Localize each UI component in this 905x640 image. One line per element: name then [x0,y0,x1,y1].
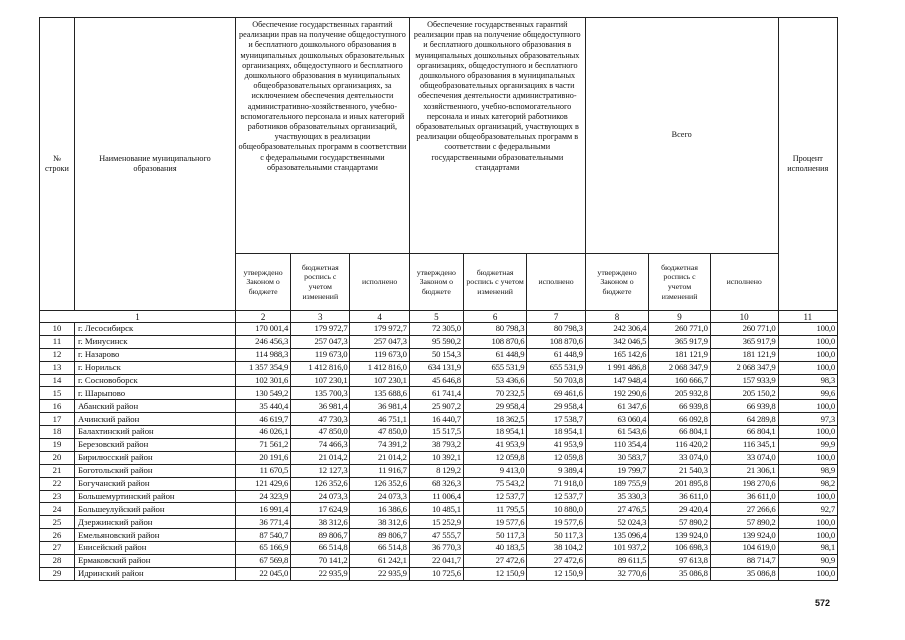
value-cell: 46 619,7 [236,413,291,426]
value-cell: 89 806,7 [350,529,409,542]
table-row [40,348,838,361]
row-number-cell: 17 [40,413,75,426]
row-number-cell: 18 [40,426,75,439]
value-cell: 257 047,3 [350,335,409,348]
value-cell: 41 953,9 [527,439,585,452]
value-cell: 89 806,7 [291,529,350,542]
table-row [40,323,838,336]
value-cell: 89 611,5 [585,555,649,568]
value-cell: 74 466,3 [291,439,350,452]
value-cell: 72 305,0 [409,323,463,336]
value-cell: 18 362,5 [463,413,527,426]
value-cell: 1 357 354,9 [236,361,291,374]
value-cell: 38 793,2 [409,439,463,452]
value-cell: 66 514,8 [350,542,409,555]
value-cell: 100,0 [778,529,837,542]
column-number: 7 [527,311,585,323]
value-cell: 107 230,1 [350,374,409,387]
value-cell: 342 046,5 [585,335,649,348]
header-percent-execution: Процент исполнения [778,18,837,311]
header-executed: исполнено [710,254,778,311]
municipality-name-cell: Енисейский район [74,542,235,555]
value-cell: 68 326,3 [409,477,463,490]
value-cell: 110 354,4 [585,439,649,452]
value-cell: 88 714,7 [710,555,778,568]
value-cell: 121 429,6 [236,477,291,490]
value-cell: 50 154,3 [409,348,463,361]
value-cell: 36 611,0 [649,490,710,503]
value-cell: 246 456,3 [236,335,291,348]
value-cell: 22 045,0 [236,567,291,580]
value-cell: 21 540,3 [649,464,710,477]
table-row [40,555,838,568]
value-cell: 1 412 816,0 [350,361,409,374]
value-cell: 15 517,5 [409,426,463,439]
value-cell: 101 937,2 [585,542,649,555]
value-cell: 100,0 [778,335,837,348]
value-cell: 47 730,3 [291,413,350,426]
value-cell: 32 770,6 [585,567,649,580]
value-cell: 27 472,6 [527,555,585,568]
value-cell: 100,0 [778,426,837,439]
value-cell: 634 131,9 [409,361,463,374]
value-cell: 157 933,9 [710,374,778,387]
row-number-cell: 23 [40,490,75,503]
value-cell: 119 673,0 [291,348,350,361]
value-cell: 11 916,7 [350,464,409,477]
value-cell: 242 306,4 [585,323,649,336]
municipality-name-cell: г. Сосновоборск [74,374,235,387]
municipality-name-cell: Бирилюсский район [74,451,235,464]
value-cell: 46 751,1 [350,413,409,426]
value-cell: 74 391,2 [350,439,409,452]
header-executed: исполнено [350,254,409,311]
value-cell: 20 191,6 [236,451,291,464]
header-group-main-guarantees: Обеспечение государственных гарантий реализации прав на получение общедоступного и бесплатного дошкольного образования в муниципальных дошкольных образовательных организациях, общедоступного и бесплатного дошкольного образования в муниципальных общеобразовательных организациях, за исключением обеспечения деятельности административно-хозяйственного, учебно-вспомогательного персонала и иных категорий работников образовательных организаций, участвующих в реализации общеобразовательных программ в соответствии с федеральными государственными образовательными стандартами [236,18,410,254]
header-executed: исполнено [527,254,585,311]
column-number: 1 [40,311,236,323]
value-cell: 36 771,4 [236,516,291,529]
value-cell: 87 540,7 [236,529,291,542]
header-budget-roster: бюджетная роспись с учетом изменений [649,254,710,311]
row-number-cell: 16 [40,400,75,413]
value-cell: 38 104,2 [527,542,585,555]
municipality-name-cell: Дзержинский район [74,516,235,529]
value-cell: 70 141,2 [291,555,350,568]
municipality-name-cell: Балахтинский район [74,426,235,439]
municipality-name-cell: г. Назарово [74,348,235,361]
header-budget-roster: бюджетная роспись с учетом изменений [463,254,527,311]
value-cell: 35 440,4 [236,400,291,413]
value-cell: 16 386,6 [350,503,409,516]
table-row [40,464,838,477]
value-cell: 104 619,0 [710,542,778,555]
value-cell: 139 924,0 [710,529,778,542]
column-number: 4 [350,311,409,323]
value-cell: 66 092,8 [649,413,710,426]
municipality-name-cell: Боготольский район [74,464,235,477]
value-cell: 98,2 [778,477,837,490]
value-cell: 17 538,7 [527,413,585,426]
header-approved: утверждено Законом о бюджете [585,254,649,311]
value-cell: 116 420,2 [649,439,710,452]
value-cell: 135 700,3 [291,387,350,400]
value-cell: 365 917,9 [649,335,710,348]
column-number: 5 [409,311,463,323]
value-cell: 47 555,7 [409,529,463,542]
value-cell: 16 440,7 [409,413,463,426]
table-row [40,477,838,490]
value-cell: 100,0 [778,567,837,580]
value-cell: 12 150,9 [463,567,527,580]
value-cell: 24 073,3 [350,490,409,503]
table-row [40,413,838,426]
value-cell: 66 804,1 [649,426,710,439]
value-cell: 9 413,0 [463,464,527,477]
municipality-name-cell: г. Лесосибирск [74,323,235,336]
row-number-cell: 20 [40,451,75,464]
value-cell: 69 461,6 [527,387,585,400]
value-cell: 99,6 [778,387,837,400]
value-cell: 36 981,4 [291,400,350,413]
value-cell: 9 389,4 [527,464,585,477]
value-cell: 119 673,0 [350,348,409,361]
value-cell: 24 073,3 [291,490,350,503]
column-number: 2 [236,311,291,323]
row-number-cell: 26 [40,529,75,542]
value-cell: 35 086,8 [649,567,710,580]
header-budget-roster: бюджетная роспись с учетом изменений [291,254,350,311]
value-cell: 66 939,8 [649,400,710,413]
value-cell: 107 230,1 [291,374,350,387]
budget-table-sheet [39,17,838,581]
row-number-cell: 11 [40,335,75,348]
value-cell: 24 323,9 [236,490,291,503]
value-cell: 29 420,4 [649,503,710,516]
value-cell: 35 330,3 [585,490,649,503]
municipality-name-cell: Абанский район [74,400,235,413]
municipality-name-cell: Ермаковский район [74,555,235,568]
value-cell: 80 798,3 [527,323,585,336]
table-row [40,542,838,555]
value-cell: 12 150,9 [527,567,585,580]
row-number-cell: 19 [40,439,75,452]
value-cell: 100,0 [778,361,837,374]
value-cell: 98,9 [778,464,837,477]
municipality-name-cell: г. Минусинск [74,335,235,348]
value-cell: 36 981,4 [350,400,409,413]
value-cell: 61 242,1 [350,555,409,568]
value-cell: 12 537,7 [463,490,527,503]
value-cell: 27 476,5 [585,503,649,516]
value-cell: 21 014,2 [350,451,409,464]
value-cell: 18 954,1 [463,426,527,439]
value-cell: 17 624,9 [291,503,350,516]
value-cell: 99,9 [778,439,837,452]
value-cell: 260 771,0 [710,323,778,336]
municipality-name-cell: Идринский район [74,567,235,580]
row-number-cell: 28 [40,555,75,568]
value-cell: 47 850,0 [291,426,350,439]
value-cell: 70 232,5 [463,387,527,400]
value-cell: 38 312,6 [291,516,350,529]
value-cell: 181 121,9 [710,348,778,361]
value-cell: 92,7 [778,503,837,516]
row-number-cell: 13 [40,361,75,374]
municipality-name-cell: Богучанский район [74,477,235,490]
row-number-cell: 24 [40,503,75,516]
value-cell: 189 755,9 [585,477,649,490]
value-cell: 22 041,7 [409,555,463,568]
value-cell: 106 698,3 [649,542,710,555]
value-cell: 36 770,3 [409,542,463,555]
value-cell: 53 436,6 [463,374,527,387]
header-group-total: Всего [585,18,778,254]
municipality-name-cell: г. Норильск [74,361,235,374]
value-cell: 108 870,6 [527,335,585,348]
value-cell: 10 725,6 [409,567,463,580]
value-cell: 38 312,6 [350,516,409,529]
value-cell: 12 127,3 [291,464,350,477]
value-cell: 19 577,6 [527,516,585,529]
value-cell: 160 666,7 [649,374,710,387]
value-cell: 10 392,1 [409,451,463,464]
table-row [40,503,838,516]
value-cell: 61 448,9 [463,348,527,361]
table-row [40,387,838,400]
table-row [40,374,838,387]
value-cell: 98,1 [778,542,837,555]
table-row [40,567,838,580]
value-cell: 12 537,7 [527,490,585,503]
value-cell: 71 918,0 [527,477,585,490]
value-cell: 47 850,0 [350,426,409,439]
header-approved: утверждено Законом о бюджете [409,254,463,311]
value-cell: 27 266,6 [710,503,778,516]
value-cell: 90,9 [778,555,837,568]
value-cell: 201 895,8 [649,477,710,490]
value-cell: 95 590,2 [409,335,463,348]
value-cell: 16 991,4 [236,503,291,516]
column-number: 8 [585,311,649,323]
value-cell: 11 795,5 [463,503,527,516]
value-cell: 10 485,1 [409,503,463,516]
value-cell: 61 741,4 [409,387,463,400]
value-cell: 61 347,6 [585,400,649,413]
row-number-cell: 27 [40,542,75,555]
value-cell: 61 448,9 [527,348,585,361]
value-cell: 29 958,4 [463,400,527,413]
table-row [40,426,838,439]
table-row [40,490,838,503]
value-cell: 12 059,8 [527,451,585,464]
value-cell: 66 804,1 [710,426,778,439]
table-row [40,400,838,413]
value-cell: 2 068 347,9 [649,361,710,374]
value-cell: 27 472,6 [463,555,527,568]
value-cell: 97,3 [778,413,837,426]
value-cell: 29 958,4 [527,400,585,413]
table-body [40,323,838,581]
value-cell: 192 290,6 [585,387,649,400]
value-cell: 19 577,6 [463,516,527,529]
value-cell: 65 166,9 [236,542,291,555]
value-cell: 365 917,9 [710,335,778,348]
value-cell: 1 412 816,0 [291,361,350,374]
value-cell: 126 352,6 [291,477,350,490]
value-cell: 2 068 347,9 [710,361,778,374]
table-row [40,335,838,348]
value-cell: 102 301,6 [236,374,291,387]
table-row [40,439,838,452]
value-cell: 30 583,7 [585,451,649,464]
value-cell: 64 289,8 [710,413,778,426]
value-cell: 1 991 486,8 [585,361,649,374]
value-cell: 67 569,8 [236,555,291,568]
table-row [40,516,838,529]
table-row [40,361,838,374]
value-cell: 11 670,5 [236,464,291,477]
value-cell: 260 771,0 [649,323,710,336]
value-cell: 50 117,3 [463,529,527,542]
value-cell: 655 531,9 [463,361,527,374]
value-cell: 257 047,3 [291,335,350,348]
value-cell: 135 688,6 [350,387,409,400]
budget-execution-table [39,17,838,581]
value-cell: 205 150,2 [710,387,778,400]
row-number-cell: 29 [40,567,75,580]
value-cell: 61 543,6 [585,426,649,439]
row-number-cell: 22 [40,477,75,490]
column-number: 10 [710,311,778,323]
value-cell: 52 024,3 [585,516,649,529]
municipality-name-cell: Ачинский район [74,413,235,426]
value-cell: 116 345,1 [710,439,778,452]
value-cell: 108 870,6 [463,335,527,348]
value-cell: 98,3 [778,374,837,387]
value-cell: 139 924,0 [649,529,710,542]
value-cell: 11 006,4 [409,490,463,503]
row-number-cell: 21 [40,464,75,477]
value-cell: 50 117,3 [527,529,585,542]
value-cell: 198 270,6 [710,477,778,490]
value-cell: 135 096,4 [585,529,649,542]
value-cell: 179 972,7 [291,323,350,336]
value-cell: 100,0 [778,400,837,413]
value-cell: 57 890,2 [649,516,710,529]
value-cell: 33 074,0 [649,451,710,464]
value-cell: 181 121,9 [649,348,710,361]
table-row [40,451,838,464]
value-cell: 63 060,4 [585,413,649,426]
page-number: 572 [815,598,831,608]
column-number: 3 [291,311,350,323]
value-cell: 80 798,3 [463,323,527,336]
value-cell: 8 129,2 [409,464,463,477]
value-cell: 126 352,6 [350,477,409,490]
row-number-cell: 14 [40,374,75,387]
value-cell: 41 953,9 [463,439,527,452]
row-number-cell: 15 [40,387,75,400]
value-cell: 33 074,0 [710,451,778,464]
column-number: 9 [649,311,710,323]
value-cell: 19 799,7 [585,464,649,477]
value-cell: 100,0 [778,323,837,336]
value-cell: 10 880,0 [527,503,585,516]
municipality-name-cell: Большеулуйский район [74,503,235,516]
value-cell: 36 611,0 [710,490,778,503]
value-cell: 205 932,8 [649,387,710,400]
value-cell: 97 613,8 [649,555,710,568]
column-number-row [40,311,838,323]
value-cell: 66 939,8 [710,400,778,413]
value-cell: 46 026,1 [236,426,291,439]
municipality-name-cell: Большемуртинский район [74,490,235,503]
value-cell: 75 543,2 [463,477,527,490]
value-cell: 45 646,8 [409,374,463,387]
value-cell: 50 703,8 [527,374,585,387]
municipality-name-cell: Березовский район [74,439,235,452]
column-number: 11 [778,311,837,323]
column-number: 6 [463,311,527,323]
value-cell: 21 014,2 [291,451,350,464]
value-cell: 100,0 [778,516,837,529]
value-cell: 25 907,2 [409,400,463,413]
municipality-name-cell: г. Шарыпово [74,387,235,400]
value-cell: 100,0 [778,348,837,361]
header-group-support-staff: Обеспечение государственных гарантий реализации прав на получение общедоступного и бесплатного дошкольного образования в муниципальных дошкольных образовательных организациях, общедоступного и бесплатного дошкольного образования в муниципальных общеобразовательных организациях в части обеспечения деятельности административно-хозяйственного, учебно-вспомогательного персонала и иных категорий работников образовательных организаций, участвующих в реализации общеобразовательных программ в соответствии с федеральными государственными образовательными стандартами [409,18,585,254]
value-cell: 18 954,1 [527,426,585,439]
header-approved: утверждено Законом о бюджете [236,254,291,311]
value-cell: 100,0 [778,451,837,464]
header-municipality: Наименование муниципального образования [74,18,235,311]
row-number-cell: 12 [40,348,75,361]
row-number-cell: 10 [40,323,75,336]
value-cell: 12 059,8 [463,451,527,464]
value-cell: 170 001,4 [236,323,291,336]
value-cell: 165 142,6 [585,348,649,361]
value-cell: 130 549,2 [236,387,291,400]
row-number-cell: 25 [40,516,75,529]
table-row [40,529,838,542]
value-cell: 40 183,5 [463,542,527,555]
value-cell: 147 948,4 [585,374,649,387]
value-cell: 35 086,8 [710,567,778,580]
value-cell: 15 252,9 [409,516,463,529]
value-cell: 66 514,8 [291,542,350,555]
value-cell: 179 972,7 [350,323,409,336]
value-cell: 114 988,3 [236,348,291,361]
value-cell: 22 935,9 [291,567,350,580]
value-cell: 100,0 [778,490,837,503]
value-cell: 22 935,9 [350,567,409,580]
value-cell: 71 561,2 [236,439,291,452]
value-cell: 21 306,1 [710,464,778,477]
value-cell: 57 890,2 [710,516,778,529]
municipality-name-cell: Емельяновский район [74,529,235,542]
value-cell: 655 531,9 [527,361,585,374]
table-header [40,18,838,323]
header-row-number: № строки [40,18,75,311]
